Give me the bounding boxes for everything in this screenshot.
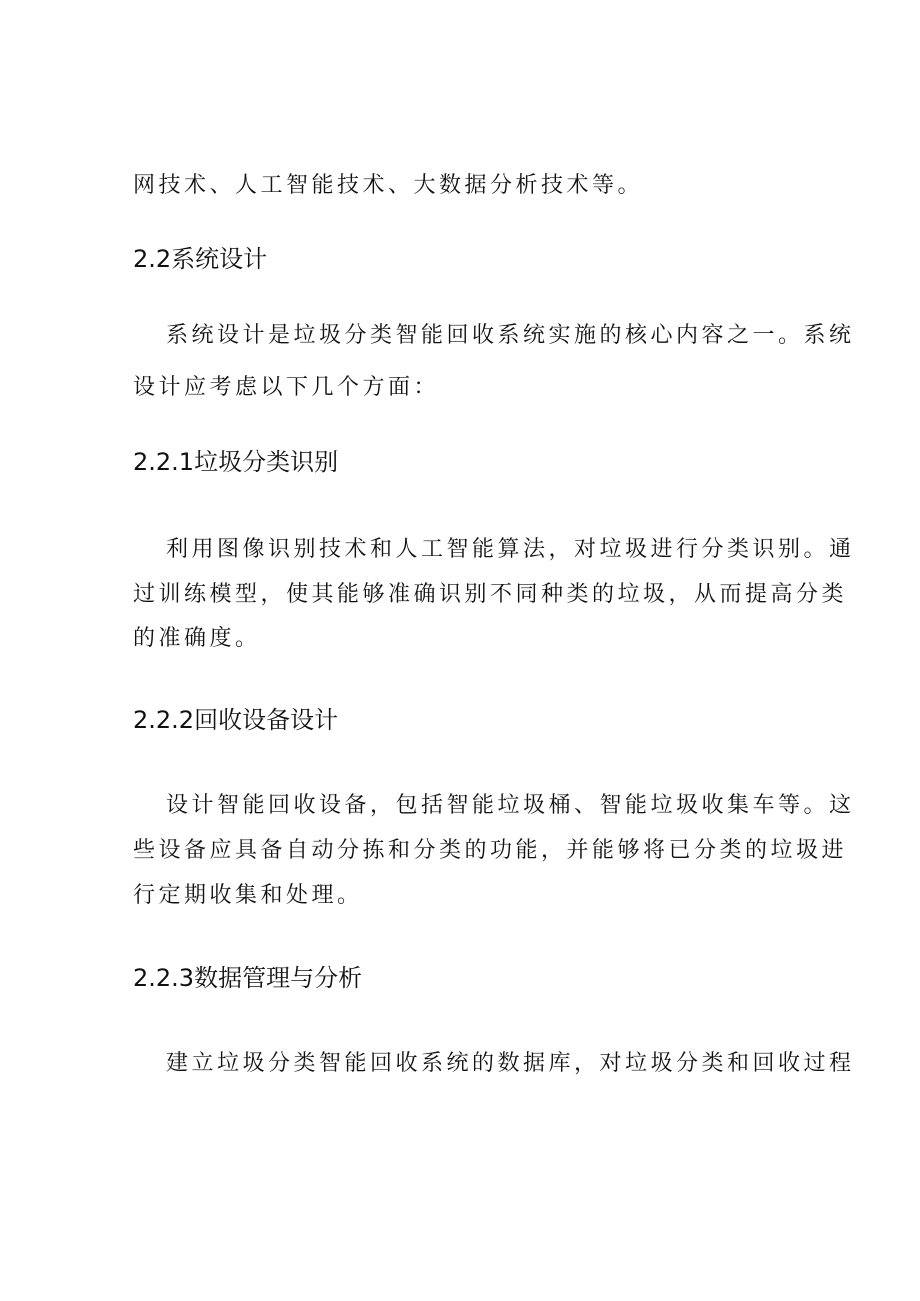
section-2-2-heading: 2.2系统设计 [133,245,268,273]
section-2-2-1-para-line-3: 的准确度。 [133,626,261,651]
section-2-2-para-line-1: 系统设计是垃圾分类智能回收系统实施的核心内容之一。系统 [166,323,855,348]
section-2-2-2-para-line-3: 行定期收集和处理。 [133,883,363,908]
section-2-2-2-para-line-1: 设计智能回收设备，包括智能垃圾桶、智能垃圾收集车等。这 [166,793,855,818]
intro-fragment-line: 网技术、人工智能技术、大数据分析技术等。 [133,173,644,198]
section-2-2-1-heading: 2.2.1垃圾分类识别 [133,448,339,476]
section-2-2-1-para-line-1: 利用图像识别技术和人工智能算法，对垃圾进行分类识别。通 [166,537,855,562]
section-2-2-para-line-2: 设计应考虑以下几个方面： [133,375,440,400]
section-2-2-3-para-line-1: 建立垃圾分类智能回收系统的数据库，对垃圾分类和回收过程 [166,1051,855,1076]
section-2-2-3-heading: 2.2.3数据管理与分析 [133,964,363,992]
section-2-2-2-heading: 2.2.2回收设备设计 [133,706,339,734]
section-2-2-1-para-line-2: 过训练模型，使其能够准确识别不同种类的垃圾，从而提高分类 [133,582,848,607]
section-2-2-2-para-line-2: 些设备应具备自动分拣和分类的功能，并能够将已分类的垃圾进 [133,838,848,863]
